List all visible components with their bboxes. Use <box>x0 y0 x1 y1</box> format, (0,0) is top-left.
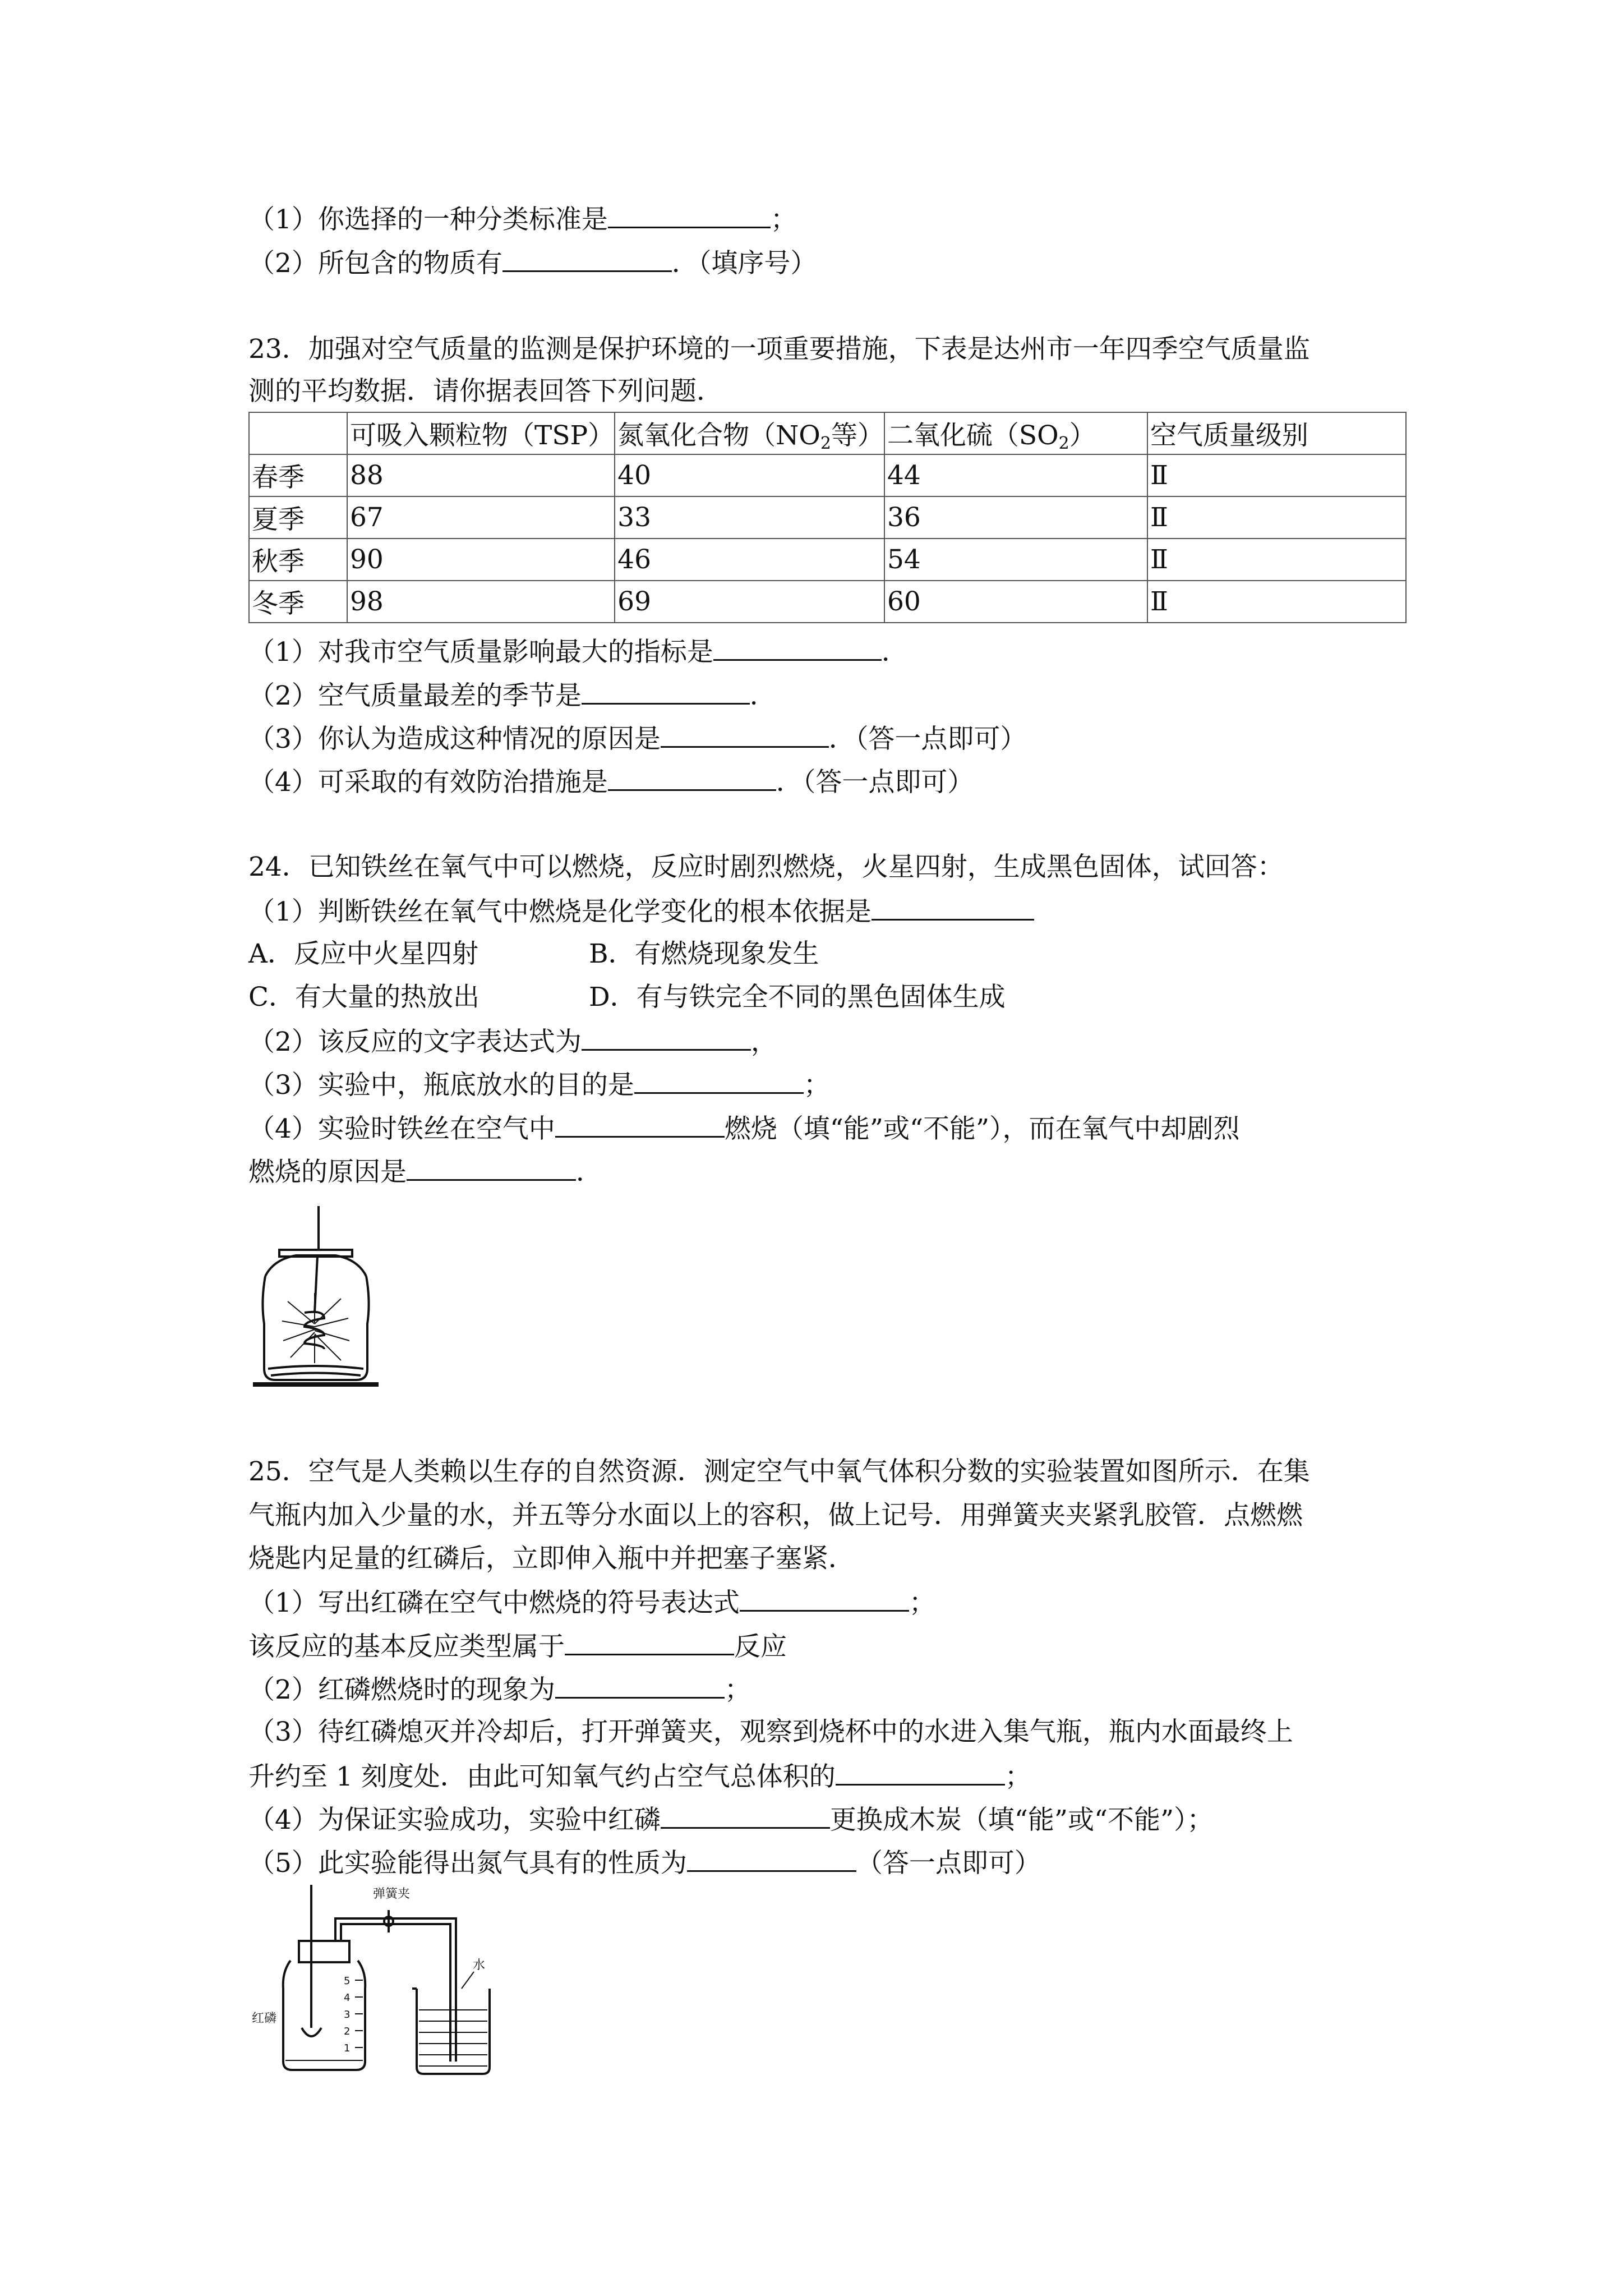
table-cell: 98 <box>347 581 615 623</box>
water-label: 水 <box>473 1958 486 1972</box>
table-cell: 44 <box>884 454 1147 496</box>
answer-blank[interactable] <box>565 1629 734 1655</box>
answer-blank[interactable] <box>687 1846 856 1872</box>
answer-blank[interactable] <box>713 634 882 661</box>
table-cell: Ⅱ <box>1147 539 1406 581</box>
table-cell: 夏季 <box>249 496 347 539</box>
table-cell: Ⅱ <box>1147 496 1406 539</box>
q25-question4: （4）为保证实验成功，实验中红磷 更换成木炭（填“能”或“不能”）； <box>248 1802 1214 1836</box>
table-cell: 40 <box>615 454 884 496</box>
table-cell: 54 <box>884 539 1147 581</box>
scale-label: 3 <box>344 2009 351 2021</box>
q24-option-c[interactable]: C．有大量的热放出 <box>248 982 479 1013</box>
table-cell: 36 <box>884 496 1147 539</box>
q24-stem: 24．已知铁丝在氧气中可以燃烧，反应时剧烈燃烧，火星四射，生成黑色固体，试回答： <box>248 852 1284 882</box>
q24-question4-cont: 燃烧的原因是 ． <box>248 1154 602 1188</box>
scale-label: 1 <box>344 2042 351 2054</box>
table-cell: 33 <box>615 496 884 539</box>
table-cell: 秋季 <box>249 539 347 581</box>
answer-blank[interactable] <box>634 1068 804 1094</box>
q24-question2: （2）该反应的文字表达式为 ， <box>248 1024 777 1058</box>
phosphorus-label: 红磷 <box>252 2012 277 2026</box>
q22-part2: （2）所包含的物质有 ．（填序号） <box>248 246 817 279</box>
answer-blank[interactable] <box>836 1759 1005 1786</box>
table-cell: 冬季 <box>249 581 347 623</box>
q23-question2: （2）空气质量最差的季节是 ． <box>248 678 776 712</box>
q23-question3: （3）你认为造成这种情况的原因是 ．（答一点即可） <box>248 721 1026 755</box>
q25-question1: （1）写出红磷在空气中燃烧的符号表达式 ； <box>248 1585 935 1619</box>
q24-question3: （3）实验中，瓶底放水的目的是 ； <box>248 1068 830 1101</box>
table-row <box>249 454 1406 496</box>
table-cell: Ⅱ <box>1147 454 1406 496</box>
table-header-cell: 可吸入颗粒物（TSP） <box>347 412 615 454</box>
table-cell: Ⅱ <box>1147 581 1406 623</box>
q25-stem-line3: 烧匙内足量的红磷后，立即伸入瓶中并把塞子塞紧． <box>248 1543 855 1574</box>
air-quality-table <box>248 412 1407 623</box>
red-phosphorus-apparatus-figure <box>248 1876 523 2084</box>
table-cell: 46 <box>615 539 884 581</box>
answer-blank[interactable] <box>661 1802 830 1829</box>
table-header-cell: 空气质量级别 <box>1147 412 1406 454</box>
table-header-row <box>249 412 1406 454</box>
q25-stem-line2: 气瓶内加入少量的水，并五等分水面以上的容积，做上记号．用弹簧夹夹紧乳胶管．点燃燃 <box>248 1500 1303 1531</box>
table-row <box>249 539 1406 581</box>
table-cell: 春季 <box>249 454 347 496</box>
answer-blank[interactable] <box>872 894 1034 921</box>
q23-stem-line2: 测的平均数据．请你据表回答下列问题． <box>248 376 723 407</box>
scale-label: 5 <box>344 1975 351 1987</box>
q24-option-b[interactable]: B．有燃烧现象发生 <box>589 938 819 969</box>
scale-label: 2 <box>344 2026 351 2037</box>
q23-question1: （1）对我市空气质量影响最大的指标是 ． <box>248 634 908 668</box>
iron-wire-jar-figure <box>248 1200 383 1391</box>
q25-stem-line1: 25．空气是人类赖以生存的自然资源．测定空气中氧气体积分数的实验装置如图所示．在集 <box>248 1456 1310 1487</box>
answer-blank[interactable] <box>740 1585 909 1612</box>
q25-question3-cont: 升约至 1 刻度处．由此可知氧气约占空气总体积的 ； <box>248 1759 1031 1793</box>
answer-blank[interactable] <box>608 202 771 228</box>
scale-label: 4 <box>344 1992 351 2004</box>
answer-blank[interactable] <box>407 1154 576 1181</box>
q23-question4: （4）可采取的有效防治措施是 ．（答一点即可） <box>248 765 974 798</box>
table-cell: 69 <box>615 581 884 623</box>
q25-question5: （5）此实验能得出氮气具有的性质为 （答一点即可） <box>248 1846 1041 1879</box>
q24-question4: （4）实验时铁丝在空气中 燃烧（填“能”或“不能”），而在氧气中却剧烈 <box>248 1111 1240 1145</box>
q25-question1-cont: 该反应的基本反应类型属于 反应 <box>248 1629 787 1663</box>
q25-question3: （3）待红磷熄灭并冷却后，打开弹簧夹，观察到烧杯中的水进入集气瓶，瓶内水面最终上 <box>248 1717 1293 1747</box>
table-row <box>249 496 1406 539</box>
table-header-cell <box>249 412 347 454</box>
table-row <box>249 581 1406 623</box>
q22-part1: （1）你选择的一种分类标准是 ； <box>248 202 797 236</box>
q24-option-d[interactable]: D．有与铁完全不同的黑色固体生成 <box>589 982 1006 1013</box>
answer-blank[interactable] <box>555 1111 725 1138</box>
table-cell: 88 <box>347 454 615 496</box>
answer-blank[interactable] <box>582 1024 751 1051</box>
table-cell: 67 <box>347 496 615 539</box>
table-cell: 90 <box>347 539 615 581</box>
clamp-label: 弹簧夹 <box>373 1887 411 1901</box>
table-cell: 60 <box>884 581 1147 623</box>
answer-blank[interactable] <box>661 721 829 748</box>
answer-blank[interactable] <box>582 678 750 705</box>
q24-question1: （1）判断铁丝在氧气中燃烧是化学变化的根本依据是 <box>248 894 1034 928</box>
table-header-cell: 氮氧化合物（$NO_2$等） <box>615 412 884 454</box>
answer-blank[interactable] <box>555 1672 725 1699</box>
q23-stem-line1: 23．加强对空气质量的监测是保护环境的一项重要措施，下表是达州市一年四季空气质量监 <box>248 334 1310 365</box>
q24-option-a[interactable]: A．反应中火星四射 <box>248 938 478 969</box>
answer-blank[interactable] <box>502 246 672 272</box>
q25-question2: （2）红磷燃烧时的现象为 ； <box>248 1672 751 1706</box>
table-header-cell: 二氧化硫$(SO_2)$ <box>884 412 1147 454</box>
answer-blank[interactable] <box>608 765 776 791</box>
